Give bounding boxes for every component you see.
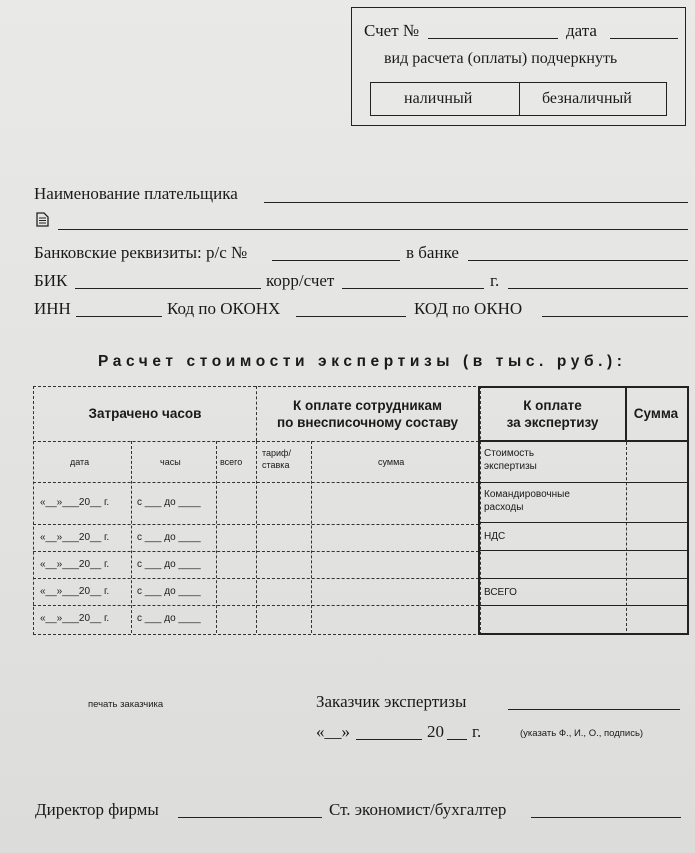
okonh-label: Код по ОКОНХ	[167, 299, 281, 318]
travel-expenses-label	[484, 488, 570, 514]
table-divider	[478, 482, 687, 483]
bank-details-label: Банковские реквизиты: р/с №	[34, 243, 248, 262]
row-3-hours[interactable]: с ___ до ____	[137, 559, 201, 570]
okno-label: КОД по ОКНО	[414, 299, 523, 318]
hours-column-header: часы	[160, 457, 181, 467]
payer-name-label: Наименование плательщика	[34, 184, 238, 203]
table-divider	[131, 441, 132, 633]
year-suffix: г.	[472, 722, 482, 741]
bank-name-field[interactable]	[468, 260, 688, 261]
sum-column-header: сумма	[378, 457, 405, 467]
director-field[interactable]	[178, 817, 322, 818]
document-icon	[36, 212, 49, 227]
inn-label: ИНН	[34, 299, 71, 318]
expertise-cost-line-2: экспертизы	[484, 461, 537, 472]
pay-expertise-header-line-1: К оплате	[523, 398, 582, 413]
row-2-hours[interactable]: с ___ до ____	[137, 532, 201, 543]
date-column-header: дата	[70, 457, 90, 467]
invoice-date-label: дата	[566, 21, 597, 40]
table-divider	[478, 605, 687, 606]
vat-label: НДС	[484, 531, 506, 542]
year-label: 20	[427, 722, 444, 741]
total-column-header: всего	[220, 457, 243, 467]
table-divider	[478, 578, 687, 579]
customer-hint: (указать Ф., И., О., подпись)	[520, 728, 644, 739]
okno-field[interactable]	[542, 316, 688, 317]
bik-label: БИК	[34, 271, 68, 290]
account-field[interactable]	[272, 260, 400, 261]
row-4-hours[interactable]: с ___ до ____	[137, 586, 201, 597]
row-4-date[interactable]: «__»___20__ г.	[40, 586, 110, 597]
row-2-date[interactable]: «__»___20__ г.	[40, 532, 110, 543]
expertise-cost-label	[484, 447, 537, 473]
customer-field[interactable]	[508, 709, 680, 710]
in-bank-label: в банке	[406, 243, 459, 262]
hours-spent-header: Затрачено часов	[88, 406, 202, 421]
travel-expenses-line-2: расходы	[484, 502, 524, 513]
table-divider	[478, 550, 687, 551]
section-title: Расчет стоимости экспертизы (в тыс. руб.):	[98, 353, 627, 370]
pay-expertise-header	[479, 397, 626, 431]
tariff-column-header	[262, 447, 291, 471]
customer-label: Заказчик экспертизы	[316, 692, 467, 711]
travel-expenses-line-1: Командировочные	[484, 489, 570, 500]
corr-account-field[interactable]	[342, 288, 484, 289]
tariff-header-line-1: тариф/	[262, 448, 291, 458]
payment-type-label: вид расчета (оплаты) подчеркнуть	[384, 50, 618, 67]
year-field[interactable]	[447, 739, 467, 740]
inn-field[interactable]	[76, 316, 162, 317]
row-1-date[interactable]: «__»___20__ г.	[40, 497, 110, 508]
economist-field[interactable]	[531, 817, 681, 818]
bik-field[interactable]	[75, 288, 261, 289]
invoice-number-label: Счет №	[364, 21, 420, 40]
row-3-date[interactable]: «__»___20__ г.	[40, 559, 110, 570]
table-divider	[216, 441, 217, 633]
stamp-label: печать заказчика	[88, 699, 164, 710]
sum-header: Сумма	[633, 406, 679, 421]
city-label: г.	[490, 271, 500, 290]
payer-name-field-2[interactable]	[58, 229, 688, 230]
month-field[interactable]	[356, 739, 422, 740]
economist-label: Ст. экономист/бухгалтер	[329, 800, 507, 819]
cashless-option[interactable]: безналичный	[542, 90, 632, 107]
invoice-number-field[interactable]	[428, 38, 558, 39]
director-label: Директор фирмы	[35, 800, 159, 819]
row-5-hours[interactable]: с ___ до ____	[137, 613, 201, 624]
pay-staff-header-line-2: по внесписочному составу	[276, 415, 459, 430]
pay-staff-header	[257, 397, 478, 431]
table-divider	[311, 441, 312, 633]
corr-account-label: корр/счет	[266, 271, 335, 290]
tariff-header-line-2: ставка	[262, 460, 290, 470]
row-5-date[interactable]: «__»___20__ г.	[40, 613, 110, 624]
invoice-date-field[interactable]	[610, 38, 678, 39]
date-line-start[interactable]: «__»	[316, 722, 350, 741]
table-divider	[626, 442, 627, 631]
city-field[interactable]	[508, 288, 688, 289]
pay-expertise-header-line-2: за экспертизу	[506, 415, 599, 430]
row-1-hours[interactable]: с ___ до ____	[137, 497, 201, 508]
table-divider	[256, 441, 257, 633]
table-divider	[478, 440, 687, 442]
payer-name-field[interactable]	[264, 202, 688, 203]
cash-option[interactable]: наличный	[404, 90, 473, 107]
table-divider	[478, 522, 687, 523]
payment-mode-divider	[519, 83, 520, 115]
pay-staff-header-line-1: К оплате сотрудникам	[293, 398, 442, 413]
expertise-cost-line-1: Стоимость	[484, 448, 535, 459]
total-label: ВСЕГО	[484, 587, 517, 598]
okonh-field[interactable]	[296, 316, 406, 317]
